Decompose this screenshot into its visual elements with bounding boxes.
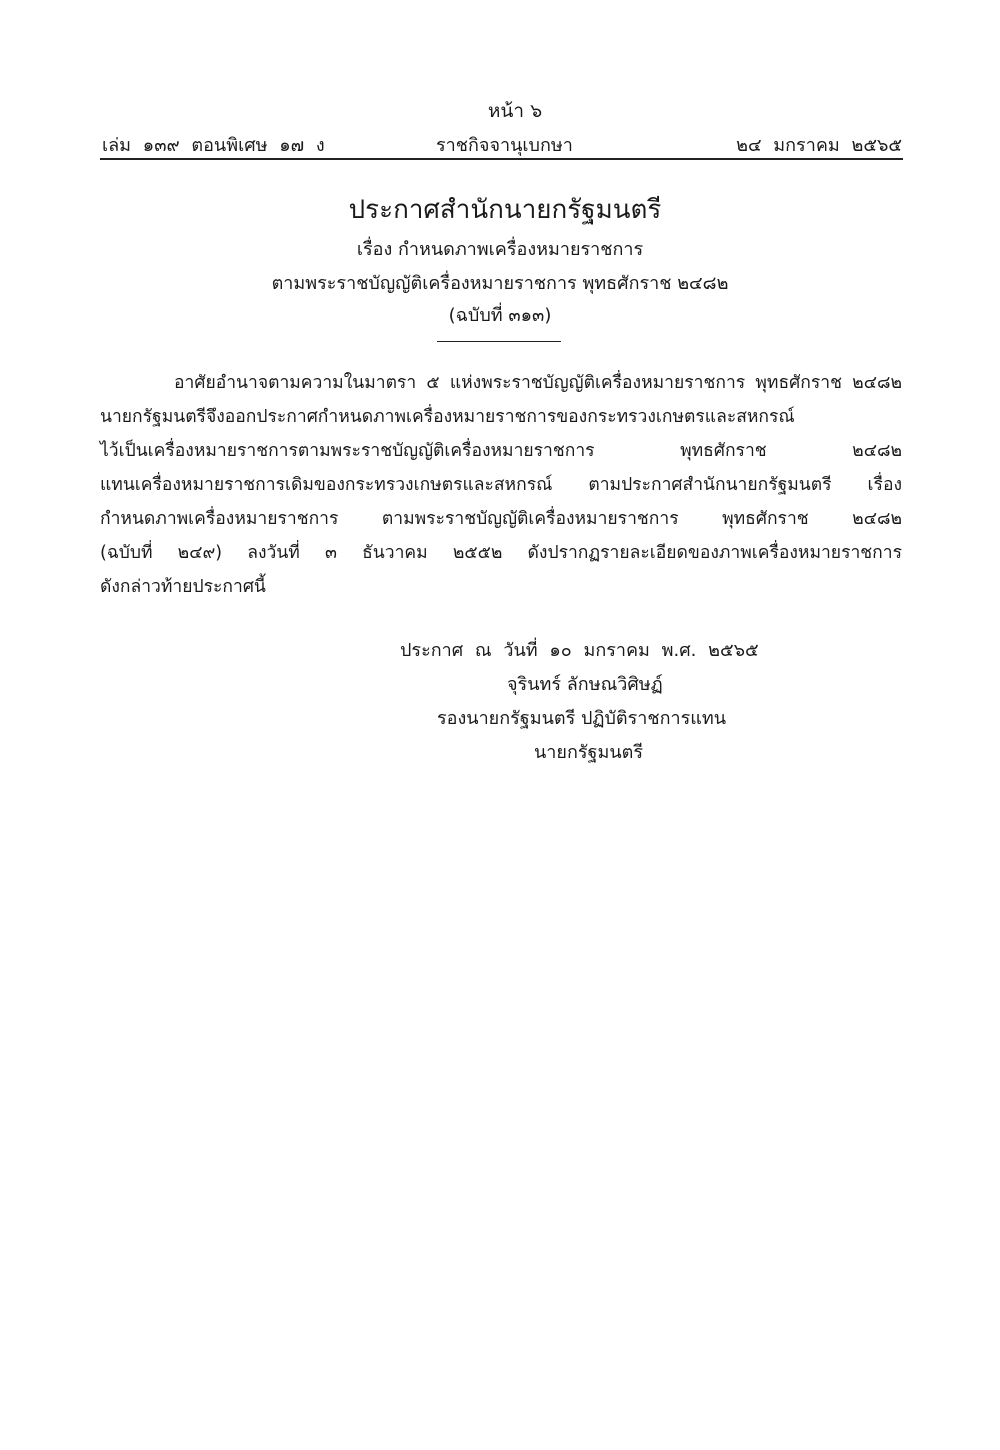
title-divider [437, 341, 561, 342]
body-line: แทนเครื่องหมายราชการเดิมของกระทรวงเกษตรและสหกรณ์ ตามประกาศสำนักนายกรัฐมนตรี เรื่อง [100, 475, 902, 495]
signatory-name: จุรินทร์ ลักษณวิศิษฏ์ [507, 674, 663, 695]
gazette-volume-issue: เล่ม ๑๓๙ ตอนพิเศษ ๑๗ ง [102, 135, 325, 156]
header-divider [100, 158, 903, 160]
body-line: (ฉบับที่ ๒๔๙) ลงวันที่ ๓ ธันวาคม ๒๕๕๒ ดังปรากฏรายละเอียดของภาพเครื่องหมายราชการ [100, 543, 902, 563]
announcement-body [100, 366, 902, 604]
announcement-title: ประกาศสำนักนายกรัฐมนตรี [348, 195, 662, 225]
announcement-date: ประกาศ ณ วันที่ ๑๐ มกราคม พ.ศ. ๒๕๖๕ [400, 640, 759, 661]
announcement-subject: เรื่อง กำหนดภาพเครื่องหมายราชการ [356, 239, 644, 260]
body-line: ดังกล่าวท้ายประกาศนี้ [100, 577, 266, 597]
signatory-position: รองนายกรัฐมนตรี ปฏิบัติราชการแทน [437, 708, 727, 729]
signatory-role: นายกรัฐมนตรี [534, 742, 643, 763]
body-line: กำหนดภาพเครื่องหมายราชการ ตามพระราชบัญญัติเครื่องหมายราชการ พุทธศักราช ๒๔๘๒ [100, 509, 902, 529]
page-number: หน้า ๖ [487, 100, 543, 122]
body-line: ไว้เป็นเครื่องหมายราชการตามพระราชบัญญัติเครื่องหมายราชการ พุทธศักราช ๒๔๘๒ [100, 441, 902, 461]
body-line: นายกรัฐมนตรีจึงออกประกาศกำหนดภาพเครื่องหมายราชการของกระทรวงเกษตรและสหกรณ์ [100, 407, 795, 427]
gazette-header [102, 130, 902, 156]
gazette-date: ๒๔ มกราคม ๒๕๖๕ [736, 135, 902, 156]
gazette-name: ราชกิจจานุเบกษา [436, 135, 573, 156]
body-line: อาศัยอำนาจตามความในมาตรา ๕ แห่งพระราชบัญญัติเครื่องหมายราชการ พุทธศักราช ๒๔๘๒ [174, 373, 902, 393]
announcement-act: ตามพระราชบัญญัติเครื่องหมายราชการ พุทธศักราช ๒๔๘๒ [271, 273, 729, 294]
announcement-issue-number: (ฉบับที่ ๓๑๓) [448, 305, 552, 326]
